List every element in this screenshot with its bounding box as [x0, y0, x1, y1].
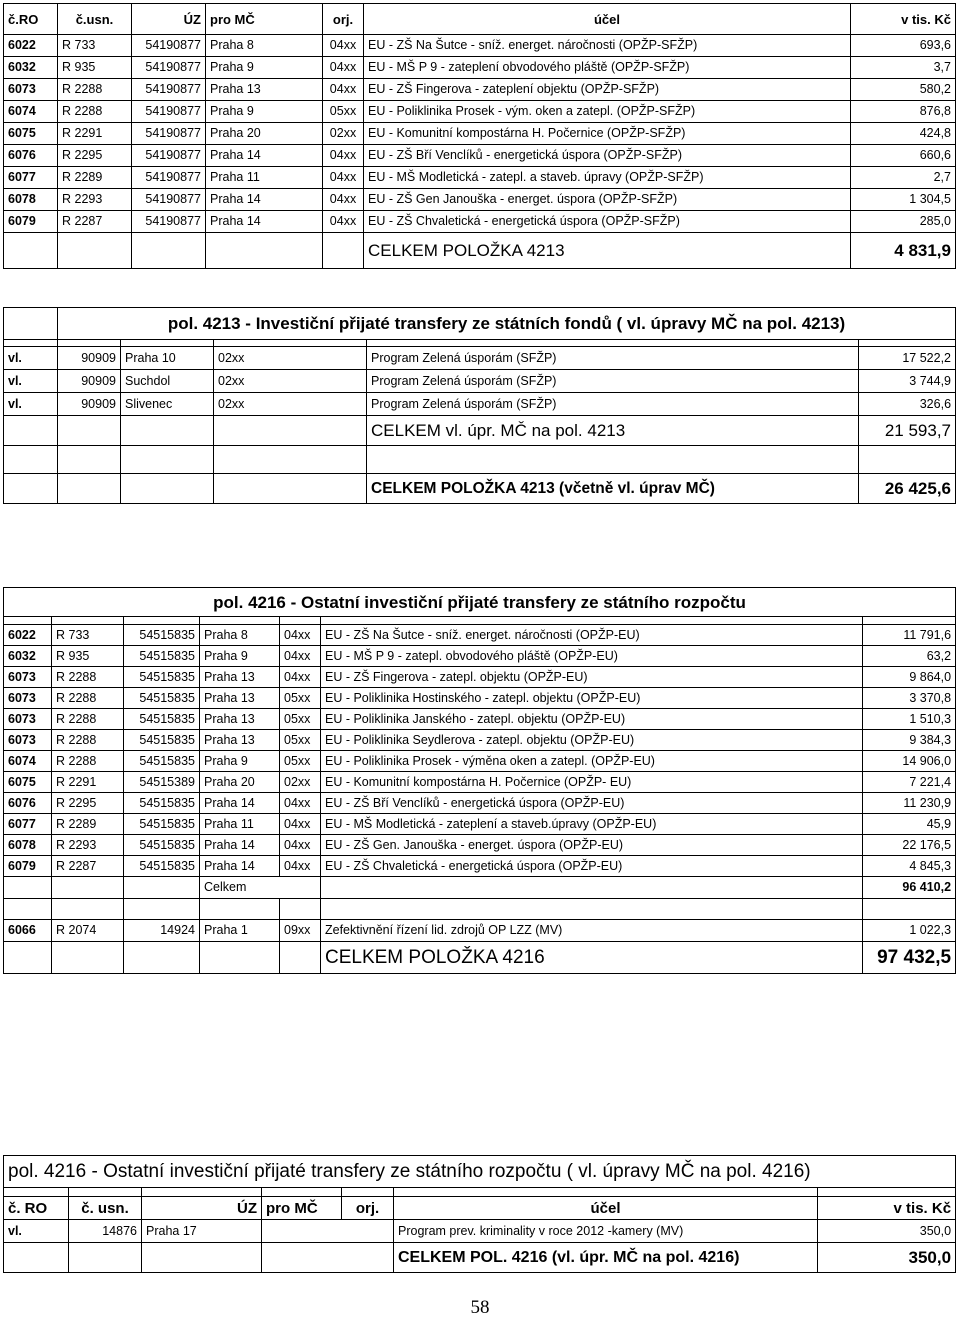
subtotal-label: Celkem: [200, 877, 321, 899]
total-row: [4, 1243, 956, 1273]
table-row: 6073 R 2288 54190877 Praha 13 04xx EU - ZŠ Fingerova - zateplení objektu (OPŽP-SFŽP) 580,2: [4, 79, 956, 101]
section-title: pol. 4216 - Ostatní investiční přijaté transfery ze státního rozpočtu ( vl. úpravy MČ na pol. 4216): [4, 1156, 956, 1188]
page-number: 58: [470, 1297, 490, 1318]
col-header-ucel: účel: [364, 4, 851, 35]
table-row: 6075 R 2291 54190877 Praha 20 02xx EU - Komunitní kompostárna H. Počernice (OPŽP-SFŽP) 424,8: [4, 123, 956, 145]
table-4213-vl: [3, 307, 956, 504]
table-row: 6073 R 2288 54515835 Praha 13 05xx EU - Poliklinika Seydlerova - zatepl. objektu (OPŽP-EU) 9 384,3: [4, 730, 956, 751]
total-label: CELKEM vl. úpr. MČ na pol. 4213: [367, 416, 859, 446]
total-row: [4, 233, 956, 269]
col-header-uz: ÚZ: [132, 4, 206, 35]
table-row: 6079 R 2287 54190877 Praha 14 04xx EU - ZŠ Chvaletická - energetická úspora (OPŽP-SFŽP) 285,0: [4, 211, 956, 233]
table-4213: [3, 3, 956, 269]
col-header-value: v tis. Kč: [851, 4, 956, 35]
table-header: [4, 4, 956, 35]
table-row: 6073 R 2288 54515835 Praha 13 05xx EU - Poliklinika Hostinského - zatepl. objektu (OPŽP-EU) 3 370,8: [4, 688, 956, 709]
table-row: 6032 R 935 54190877 Praha 9 04xx EU - MŠ P 9 - zateplení obvodového pláště (OPŽP-SFŽP) 3,7: [4, 57, 956, 79]
table-4216-vl: [3, 1155, 956, 1273]
table-row: vl. 90909 Praha 10 02xx Program Zelená úsporám (SFŽP) 17 522,2: [4, 347, 956, 370]
table-row: vl. 14876 Praha 17 Program prev. kriminality v roce 2012 -kamery (MV) 350,0: [4, 1220, 956, 1243]
table-row: vl. 90909 Slivenec 02xx Program Zelená úsporám (SFŽP) 326,6: [4, 393, 956, 416]
table-row: 6078 R 2293 54515835 Praha 14 04xx EU - ZŠ Gen. Janouška - energet. úspora (OPŽP-EU) 22 176,5: [4, 835, 956, 856]
total-label: CELKEM POL. 4216 (vl. úpr. MČ na pol. 4216): [394, 1243, 818, 1273]
col-header-ro: č.RO: [4, 4, 58, 35]
total-value: 21 593,7: [859, 416, 956, 446]
total-value: 350,0: [818, 1243, 956, 1273]
col-header-orj: orj.: [323, 4, 364, 35]
table-row: 6077 R 2289 54515835 Praha 11 04xx EU - MŠ Modletická - zateplení a staveb.úpravy (OPŽP-EU) 45,9: [4, 814, 956, 835]
total-label: CELKEM POLOŽKA 4213: [364, 233, 851, 269]
table-4216: [3, 587, 956, 974]
subtotal-value: 96 410,2: [863, 877, 956, 899]
section-title-row: [4, 1156, 956, 1188]
table-row: 6079 R 2287 54515835 Praha 14 04xx EU - ZŠ Chvaletická - energetická úspora (OPŽP-EU) 4 845,3: [4, 856, 956, 877]
total-row: [4, 416, 956, 446]
table-row: 6076 R 2295 54190877 Praha 14 04xx EU - ZŠ Bří Venclíků - energetická úspora (OPŽP-SFŽP) 660,6: [4, 145, 956, 167]
table-row: 6022 R 733 54190877 Praha 8 04xx EU - ZŠ Na Šutce - sníž. energet. náročnosti (OPŽP-SFŽP) 693,6: [4, 35, 956, 57]
table-header: č. RO č. usn. ÚZ pro MČ orj. účel v tis. Kč: [4, 1197, 956, 1220]
table-row: 6077 R 2289 54190877 Praha 11 04xx EU - MŠ Modletická - zatepl. a staveb. úpravy (OPŽP-SFŽP) 2,7: [4, 167, 956, 189]
table-row: 6073 R 2288 54515835 Praha 13 04xx EU - ZŠ Fingerova - zatepl. objektu (OPŽP-EU) 9 864,0: [4, 667, 956, 688]
grand-total-row: [4, 474, 956, 504]
col-header-mc: pro MČ: [206, 4, 323, 35]
table-row: 6073 R 2288 54515835 Praha 13 05xx EU - Poliklinika Janského - zatepl. objektu (OPŽP-EU) 1 510,3: [4, 709, 956, 730]
table-row: vl. 90909 Suchdol 02xx Program Zelená úsporám (SFŽP) 3 744,9: [4, 370, 956, 393]
spacer-row: [4, 899, 956, 920]
total-row: [4, 942, 956, 974]
total-label: CELKEM POLOŽKA 4216: [321, 942, 863, 974]
section-title-row: [4, 588, 956, 617]
table-row: 6076 R 2295 54515835 Praha 14 04xx EU - ZŠ Bří Venclíků - energetická úspora (OPŽP-EU) 11 230,9: [4, 793, 956, 814]
table-row: 6078 R 2293 54190877 Praha 14 04xx EU - ZŠ Gen Janouška - energet. úspora (OPŽP-SFŽP) 1 304,5: [4, 189, 956, 211]
total-value: 97 432,5: [863, 942, 956, 974]
grand-total-label: CELKEM POLOŽKA 4213 (včetně vl. úprav MČ): [367, 474, 859, 504]
table-row: 6022 R 733 54515835 Praha 8 04xx EU - ZŠ Na Šutce - sníž. energet. náročnosti (OPŽP-EU) 11 791,6: [4, 625, 956, 646]
section-title-row: [4, 308, 956, 340]
table-row: 6074 R 2288 54190877 Praha 9 05xx EU - Poliklinika Prosek - vým. oken a zatepl. (OPŽP-SFŽP) 876,8: [4, 101, 956, 123]
section-title: pol. 4216 - Ostatní investiční přijaté transfery ze státního rozpočtu: [4, 588, 956, 617]
subtotal-row: [4, 877, 956, 899]
total-value: 4 831,9: [851, 233, 956, 269]
table-row: 6075 R 2291 54515389 Praha 20 02xx EU - Komunitní kompostárna H. Počernice (OPŽP- EU) 7 221,4: [4, 772, 956, 793]
grand-total-value: 26 425,6: [859, 474, 956, 504]
table-row: 6074 R 2288 54515835 Praha 9 05xx EU - Poliklinika Prosek - výměna oken a zatepl. (OPŽP-EU) 14 906,0: [4, 751, 956, 772]
col-header-usn: č.usn.: [58, 4, 132, 35]
table-row: 6032 R 935 54515835 Praha 9 04xx EU - MŠ P 9 - zatepl. obvodového pláště (OPŽP-EU) 63,2: [4, 646, 956, 667]
section-title: pol. 4213 - Investiční přijaté transfery ze státních fondů ( vl. úpravy MČ na pol. 4213): [58, 308, 956, 340]
table-row: 6066 R 2074 14924 Praha 1 09xx Zefektivnění řízení lid. zdrojů OP LZZ (MV) 1 022,3: [4, 920, 956, 942]
